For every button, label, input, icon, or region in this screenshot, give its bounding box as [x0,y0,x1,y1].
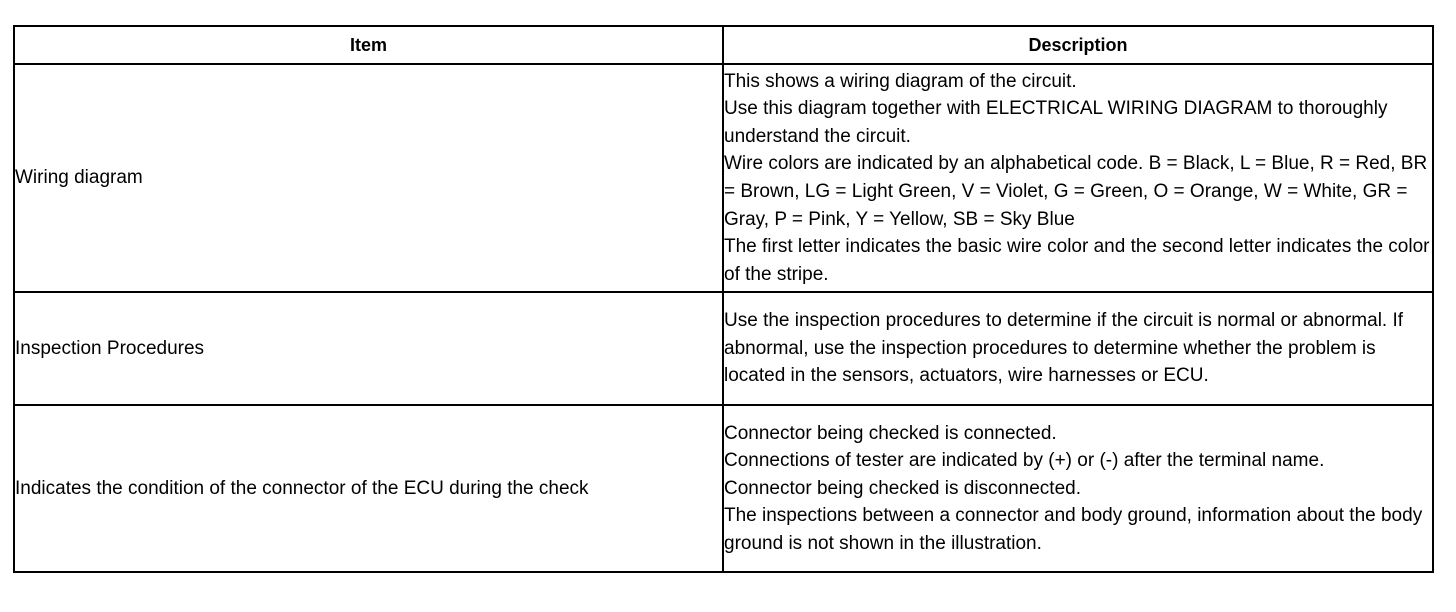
description-cell-connector-condition [723,405,1433,572]
description-cell-wiring-diagram [723,64,1433,292]
description-line: The inspections between a connector and body ground, information about the body ground is not shown in the illustration. [724,505,1423,554]
item-description-table [13,25,1434,573]
header-item: Item [14,26,723,64]
description-line: Connections of tester are indicated by (+) or (-) after the terminal name. [724,450,1325,472]
description-line: The first letter indicates the basic wire color and the second letter indicates the color of the stripe. [724,236,1430,285]
description-line: Connector being checked is disconnected. [724,477,1082,499]
table-row [14,292,1433,405]
description-line: Wire colors are indicated by an alphabetical code. B = Black, L = Blue, R = Red, BR = Brown, LG = Light Green, V = Violet, G = Green, O = Orange, W = White, GR = Gray, P = Pink, Y = Yellow, SB = Sky Blue [724,153,1428,230]
table-row [14,405,1433,572]
description-line: Use this diagram together with ELECTRICAL WIRING DIAGRAM to thoroughly understand the circuit. [724,98,1388,147]
table-row [14,64,1433,292]
item-cell-inspection-procedures: Inspection Procedures [14,292,723,405]
header-description: Description [723,26,1433,64]
table-header-row [14,26,1433,64]
item-cell-wiring-diagram: Wiring diagram [14,64,723,292]
description-line: Connector being checked is connected. [724,422,1057,444]
item-cell-connector-condition: Indicates the condition of the connector of the ECU during the check [14,405,723,572]
description-cell-inspection-procedures [723,292,1433,405]
description-line: Use the inspection procedures to determine if the circuit is normal or abnormal. If abnormal, use the inspection procedures to determine whether the problem is located in the sensors, actuators, wire harnesses or ECU. [724,310,1404,387]
description-line: This shows a wiring diagram of the circuit. [724,70,1077,92]
